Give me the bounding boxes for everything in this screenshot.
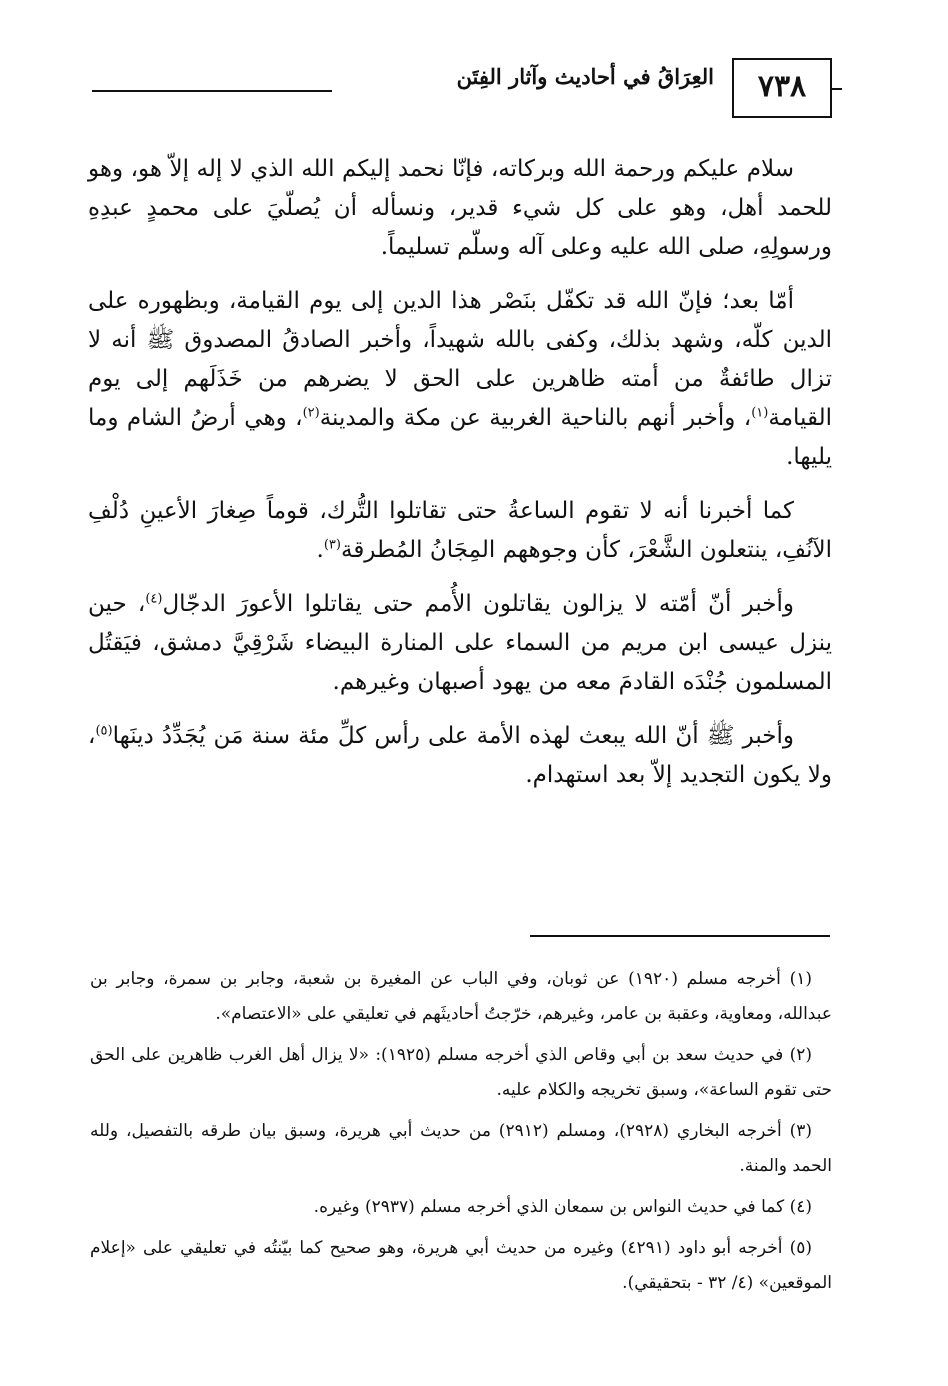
paragraph-text: كما أخبرنا أنه لا تقوم الساعةُ حتى تقاتلوا التُّرك، قوماً صِغارَ الأعينِ دُلْفِ الآنُفِ، ينتعلون الشَّعْرَ، كأن وجوههم المِجَانُ المُطرقة (88, 498, 832, 563)
page-number: ٧٣٨ (757, 69, 807, 104)
paragraph-text: وأخبر أنّ أمّته لا يزالون يقاتلون الأُمم حتى يقاتلوا الأعورَ الدجّال (162, 591, 794, 617)
paragraph-renewal (88, 717, 832, 795)
main-text (88, 150, 832, 810)
footnote-marker: (٥) (95, 723, 113, 739)
paragraph-text: ، وأخبر أنهم بالناحية الغربية عن مكة والمدينة (319, 405, 752, 431)
page-header (92, 58, 832, 128)
paragraph-text: ، حين ينزل عيسى ابن مريم من السماء على المنارة البيضاء شَرْقِيَّ دمشق، فيَقتُل المسلمون جُنْدَه القادمَ معه من يهود أصبهان وغيرهم. (88, 591, 832, 695)
paragraph-text: وأخبر ﷺ أنّ الله يبعث لهذه الأمة على رأس كلِّ مئة سنة مَن يُجَدِّدُ دينَها (112, 723, 794, 749)
paragraph-text: ، وهي أرضُ الشام وما يليها. (88, 405, 832, 470)
footnote-separator (530, 935, 830, 937)
running-title: العِرَاقُ في أحاديث وآثار الفِتَن (456, 64, 714, 89)
paragraph-text: . (316, 537, 324, 563)
paragraph-dajjal (88, 585, 832, 702)
footnote-marker: (٢) (302, 405, 320, 421)
paragraph-text: سلام عليكم ورحمة الله وبركاته، فإنّا نحمد إليكم الله الذي لا إله إلاّ هو، وهو للحمد أهل، وهو على كل شيء قدير، ونسأله أن يُصلّيَ على محمدٍ عبدِهِ ورسولِهِ، صلى الله عليه وعلى آله وسلّم تسليماً. (88, 156, 832, 260)
footnote-3: (٣) أخرجه البخاري (٢٩٢٨)، ومسلم (٢٩١٢) من حديث أبي هريرة، وسبق بيان طرقه بالتفصيل، ولله الحمد والمنة. (90, 1121, 832, 1176)
paragraph-greeting (88, 150, 832, 267)
header-rule-left (92, 90, 332, 92)
page-number-box (732, 58, 832, 118)
footnote-marker: (٤) (145, 591, 163, 607)
paragraph-victory (88, 282, 832, 477)
paragraph-text: ، ولا يكون التجديد إلاّ بعد استهدام. (88, 723, 832, 788)
footnote-5: (٥) أخرجه أبو داود (٤٢٩١) وغيره من حديث أبي هريرة، وهو صحيح كما بيّنتُه في تعليقي على «إعلام الموقعين» (٤/ ٣٢ - بتحقيقي). (90, 1238, 832, 1293)
footnote-1: (١) أخرجه مسلم (١٩٢٠) عن ثوبان، وفي الباب عن المغيرة بن شعبة، وجابر بن سمرة، وجابر بن عبدالله، ومعاوية، وعقبة بن عامر، وغيرهم، خرّجتُ أحاديثَهم في تعليقي على «الاعتصام». (90, 969, 832, 1024)
paragraph-text: أمّا بعد؛ فإنّ الله قد تكفّل بنَصْر هذا الدين إلى يوم القيامة، وبظهوره على الدين كلّه، وشهد بذلك، وكفى بالله شهيداً، وأخبر الصادقُ المصدوق ﷺ أنه لا تزال طائفةٌ من أمته ظاهرين على الحق لا يضرهم من خَذَلَهم إلى يوم القيامة (88, 288, 832, 431)
footnote-4: (٤) كما في حديث النواس بن سمعان الذي أخرجه مسلم (٢٩٣٧) وغيره. (313, 1197, 812, 1217)
footnotes (90, 962, 832, 1307)
footnote-marker: (٣) (323, 537, 341, 553)
footnote-2: (٢) في حديث سعد بن أبي وقاص الذي أخرجه مسلم (١٩٢٥): «لا يزال أهل الغرب ظاهرين على الحق حتى تقوم الساعة»، وسبق تخريجه والكلام عليه. (90, 1045, 832, 1100)
footnote-marker: (١) (751, 405, 769, 421)
paragraph-turks (88, 492, 832, 570)
